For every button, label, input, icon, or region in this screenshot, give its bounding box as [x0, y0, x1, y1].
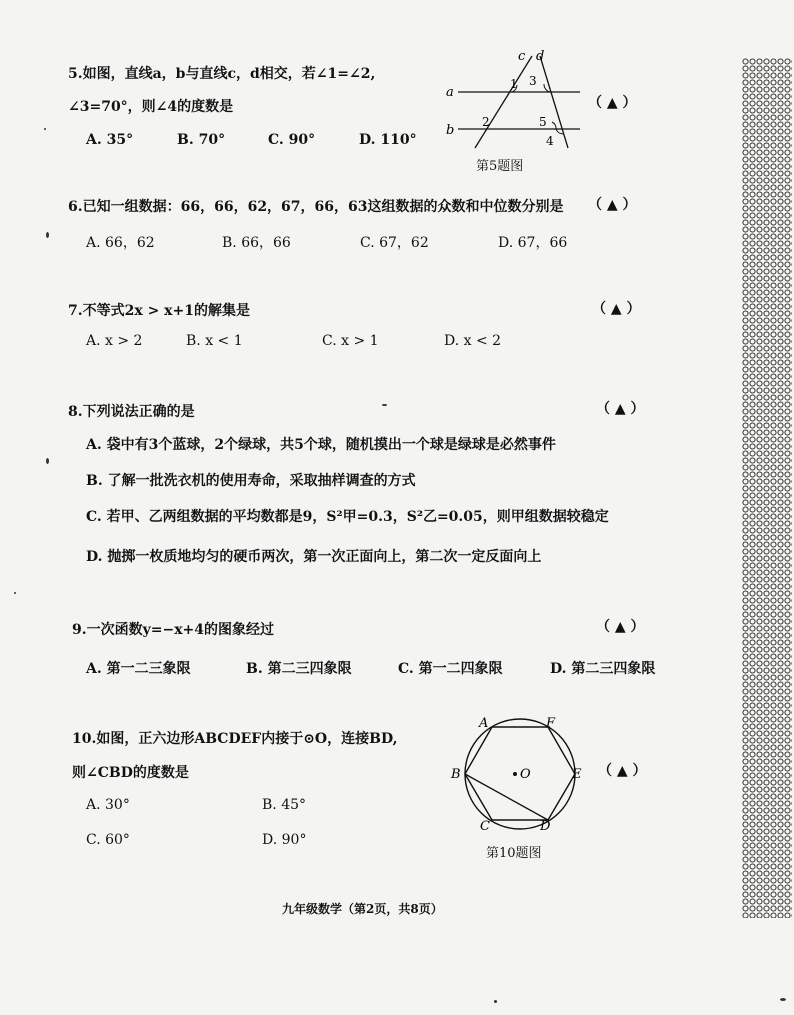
- q7-option-c: C. x > 1: [322, 333, 379, 349]
- scan-speck: [780, 998, 786, 1001]
- q10-label-f: F: [546, 716, 556, 731]
- q10-label-e: E: [572, 767, 582, 782]
- q8-stem: 8.下列说法正确的是: [68, 404, 195, 420]
- q10-answer-slot: （ ▲ ）: [598, 763, 647, 779]
- q9-stem: 9.一次函数y=−x+4的图象经过: [72, 622, 275, 638]
- q6-option-c: C. 67，62: [360, 235, 429, 251]
- q6-option-b: B. 66，66: [222, 235, 291, 251]
- q9-option-d: D. 第二三四象限: [550, 661, 656, 677]
- q10-label-d: D: [540, 819, 551, 834]
- q9-option-c: C. 第一二四象限: [398, 661, 503, 677]
- q5-label-a: a: [446, 85, 454, 100]
- q5-option-b: B. 70°: [177, 132, 226, 148]
- q6-option-a: A. 66，62: [86, 235, 155, 251]
- q10-option-a: A. 30°: [86, 797, 130, 813]
- q7-option-a: A. x > 2: [86, 333, 143, 349]
- q5-stem-line1: 5.如图，直线a，b与直线c，d相交，若∠1=∠2,: [68, 66, 376, 82]
- q5-label-4: 4: [546, 134, 554, 148]
- q10-label-b: B: [451, 767, 461, 782]
- q7-option-b: B. x < 1: [186, 333, 243, 349]
- q10-label-a: A: [479, 716, 489, 731]
- scan-speck: [46, 458, 49, 464]
- q5-label-d: d: [536, 49, 545, 64]
- q6-answer-slot: （ ▲ ）: [588, 197, 637, 213]
- q5-label-c: c: [518, 49, 526, 64]
- q5-label-5: 5: [539, 115, 547, 129]
- q8-option-b: B. 了解一批洗衣机的使用寿命，采取抽样调查的方式: [86, 473, 416, 489]
- q5-figure-caption: 第5题图: [476, 159, 524, 174]
- q5-answer-slot: （ ▲ ）: [588, 95, 637, 111]
- scan-speck: [44, 128, 46, 130]
- q5-option-a: A. 35°: [86, 132, 134, 148]
- q8-option-c: C. 若甲、乙两组数据的平均数都是9，S²甲=0.3，S²乙=0.05，则甲组数据较稳定: [86, 509, 609, 525]
- q10-stem-line2: 则∠CBD的度数是: [72, 765, 189, 781]
- q10-figure-caption: 第10题图: [486, 846, 542, 861]
- q5-label-3: 3: [529, 74, 537, 88]
- scan-speck: [46, 232, 49, 238]
- scan-speck: [382, 404, 387, 406]
- binding-margin-pattern: [742, 58, 792, 918]
- q10-figure: [446, 712, 592, 840]
- q7-stem: 7.不等式2x > x+1的解集是: [68, 303, 250, 319]
- q5-label-2: 2: [482, 115, 490, 129]
- q10-stem-line1: 10.如图，正六边形ABCDEF内接于⊙O，连接BD,: [72, 731, 398, 747]
- q9-option-b: B. 第二三四象限: [246, 661, 352, 677]
- q5-option-c: C. 90°: [268, 132, 316, 148]
- q10-label-c: C: [480, 819, 490, 834]
- q10-label-o: O: [520, 767, 531, 782]
- q5-label-b: b: [446, 123, 455, 138]
- scan-speck: [494, 1000, 497, 1003]
- q6-stem: 6.已知一组数据：66，66，62，67，66，63这组数据的众数和中位数分别是: [68, 199, 564, 215]
- q8-option-a: A. 袋中有3个蓝球，2个绿球，共5个球，随机摸出一个球是绿球是必然事件: [86, 437, 556, 453]
- q10-option-d: D. 90°: [262, 832, 307, 848]
- q10-option-b: B. 45°: [262, 797, 307, 813]
- q5-stem-line2: ∠3=70°，则∠4的度数是: [68, 99, 234, 115]
- q10-option-c: C. 60°: [86, 832, 130, 848]
- q5-figure: [440, 46, 590, 156]
- q8-answer-slot: （ ▲ ）: [596, 401, 645, 417]
- scan-speck: [14, 592, 16, 594]
- q6-option-d: D. 67，66: [498, 235, 568, 251]
- q5-option-d: D. 110°: [359, 132, 417, 148]
- q7-answer-slot: （ ▲ ）: [592, 301, 641, 317]
- q9-answer-slot: （ ▲ ）: [596, 619, 645, 635]
- q5-label-1: 1: [510, 77, 518, 91]
- page-footer: 九年级数学（第2页，共8页）: [282, 902, 443, 916]
- q8-option-d: D. 抛掷一枚质地均匀的硬币两次，第一次正面向上，第二次一定反面向上: [86, 549, 542, 565]
- q7-option-d: D. x < 2: [444, 333, 502, 349]
- q9-option-a: A. 第一二三象限: [86, 661, 191, 677]
